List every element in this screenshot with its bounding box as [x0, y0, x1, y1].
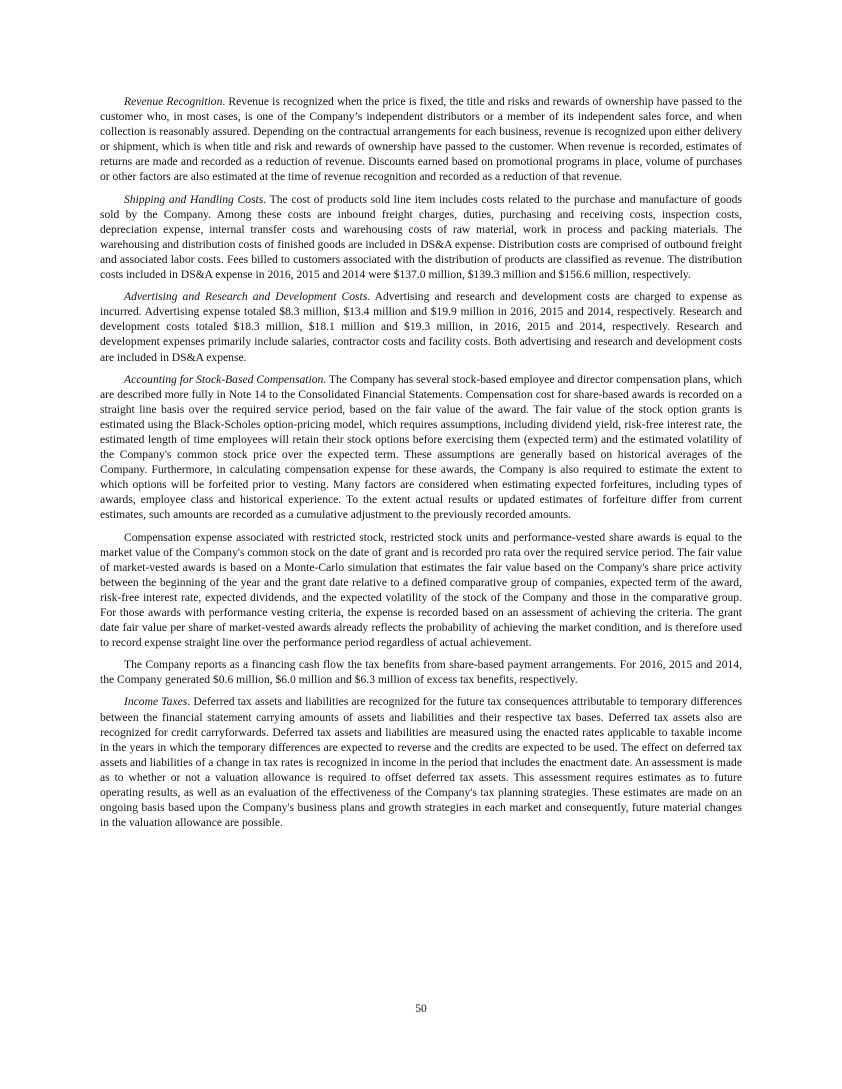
paragraph-revenue-recognition [100, 94, 742, 185]
paragraph-compensation-expense [100, 530, 742, 651]
paragraph-stock-based-compensation [100, 372, 742, 523]
paragraph-heading: Advertising and Research and Development Costs [124, 290, 368, 304]
paragraph-advertising-rd-costs [100, 289, 742, 364]
paragraph-heading: Accounting for Stock-Based Compensation [124, 372, 324, 386]
paragraph-heading: Shipping and Handling Costs [124, 192, 264, 206]
paragraph-text: Compensation expense associated with restricted stock, restricted stock units and performance-vested share awards is equal to the market value of the Company's common stock on the date of grant and is recorded pro rata over the required service period. The fair value of market-vested awards is based on a Monte-Carlo simulation that estimates the fair value based on the Company's share price activity between the beginning of the year and the grant date relative to a defined comparative group of companies, expected term of the award, risk-free interest rate, expected dividends, and the expected volatility of the stock of the Company and those in the comparative group. For those awards with performance vesting criteria, the expense is recorded based on an assessment of achieving the criteria. The grant date fair value per share of market-vested awards already reflects the probability of achieving the market condition, and is therefore used to record expense straight line over the performance period regardless of actual achievement. [100, 530, 742, 650]
document-body [100, 94, 742, 830]
paragraph-text: The Company reports as a financing cash flow the tax benefits from share-based payment arrangements. For 2016, 2015 and 2014, the Company generated $0.6 million, $6.0 million and $6.3 million of excess tax benefits, respectively. [100, 658, 742, 687]
paragraph-text: . Advertising and research and development costs are charged to expense as incurred. Advertising expense totaled $8.3 million, $13.4 million and $19.9 million in 2016, 2015 and 2014, respectively. Research and development costs totaled $18.3 million, $18.1 million and $19.3 million, in 2016, 2015 and 2014, respectively. Research and development expenses primarily include salaries, contractor costs and facility costs. Both advertising and research and development costs are included in DS&A expense. [100, 290, 742, 364]
paragraph-text: . Deferred tax assets and liabilities are recognized for the future tax consequences attributable to temporary differences between the financial statement carrying amounts of assets and liabilities and their respective tax bases. Deferred tax assets also are recognized for credit carryforwards. Deferred tax assets and liabilities are measured using the enacted rates applicable to taxable income in the years in which the temporary differences are expected to reverse and the credits are expected to be used. The effect on deferred tax assets and liabilities of a change in tax rates is recognized in income in the period that includes the enactment date. An assessment is made as to whether or not a valuation allowance is required to offset deferred tax assets. This assessment requires estimates as to future operating results, as well as an evaluation of the effectiveness of the Company's tax planning strategies. These estimates are made on an ongoing basis based upon the Company's business plans and growth strategies in each market and consequently, future material changes in the valuation allowance are possible. [100, 695, 742, 830]
paragraph-shipping-handling-costs [100, 192, 742, 283]
paragraph-text: . The Company has several stock-based employee and director compensation plans, which are described more fully in Note 14 to the Consolidated Financial Statements. Compensation cost for share-based awards is recorded on a straight line basis over the required service period, based on the fair value of the award. The fair value of the stock option grants is estimated using the Black-Scholes option-pricing model, which requires assumptions, including dividend yield, risk-free interest rate, the estimated length of time employees will retain their stock options before exercising them (expected term) and the estimated volatility of the Company's common stock price over the expected term. These assumptions are generally based on historical averages of the Company. Furthermore, in calculating compensation expense for these awards, the Company is also required to estimate the extent to which options will be forfeited prior to vesting. Many factors are considered when estimating expected forfeitures, including types of awards, employee class and historical experience. To the extent actual results or updated estimates of forfeiture differ from current estimates, such amounts are recorded as a cumulative adjustment to the previously recorded amounts. [100, 372, 742, 522]
page-number: 50 [415, 1002, 427, 1015]
paragraph-text: . Revenue is recognized when the price is fixed, the title and risks and rewards of ownership have passed to the customer who, in most cases, is one of the Company’s independent distributors or a member of its independent sales force, and when collection is reasonably assured. Depending on the contractual arrangements for each business, revenue is recognized upon either delivery or shipment, which is when title and risk and rewards of ownership have passed to the customer. When revenue is recorded, estimates of returns are made and recorded as a reduction of revenue. Discounts earned based on promotional programs in place, volume of purchases or other factors are also estimated at the time of revenue recognition and recorded as a reduction of that revenue. [100, 95, 742, 184]
paragraph-text: . The cost of products sold line item includes costs related to the purchase and manufacture of goods sold by the Company. Among these costs are inbound freight charges, duties, purchasing and receiving costs, inspection costs, depreciation expense, internal transfer costs and warehousing costs of raw material, work in process and packing materials. The warehousing and distribution costs of finished goods are included in DS&A expense. Distribution costs are comprised of outbound freight and associated labor costs. Fees billed to customers associated with the distribution of products are classified as revenue. The distribution costs included in DS&A expense in 2016, 2015 and 2014 were $137.0 million, $139.3 million and $156.6 million, respectively. [100, 192, 742, 282]
paragraph-heading: Revenue Recognition [124, 95, 223, 108]
paragraph-tax-benefits [100, 657, 742, 687]
paragraph-heading: Income Taxes [124, 695, 188, 709]
paragraph-income-taxes [100, 694, 742, 830]
